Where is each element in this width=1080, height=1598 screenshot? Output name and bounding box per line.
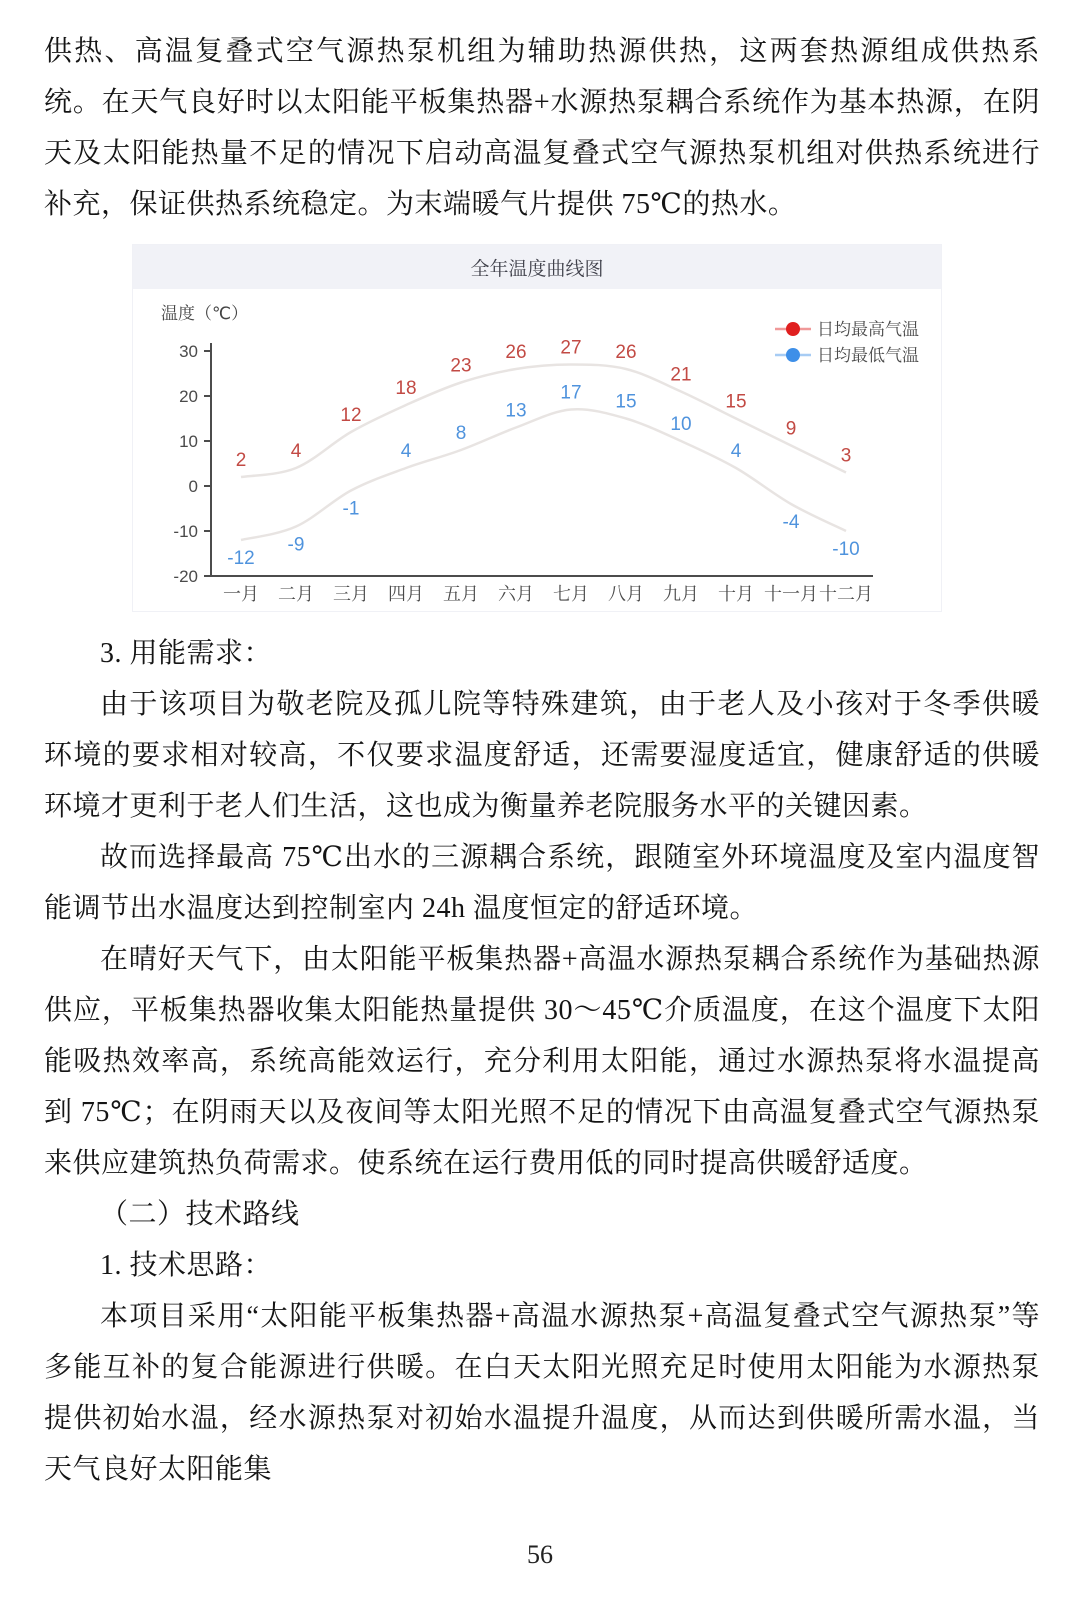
data-label: 15 (725, 391, 747, 413)
x-tick-label: 七月 (553, 584, 589, 604)
chart-title: 全年温度曲线图 (470, 258, 604, 280)
chart-body (133, 289, 941, 611)
temperature-line-chart-canvas (133, 289, 941, 611)
data-label: 13 (505, 400, 527, 422)
annual-temperature-chart (132, 244, 942, 612)
x-tick-label: 十一月 (764, 584, 818, 604)
data-label: 4 (730, 441, 742, 462)
data-label: 8 (455, 423, 467, 444)
data-label: -12 (227, 548, 255, 569)
y-tick-label: -20 (173, 567, 198, 586)
paragraph-special-buildings: 由于该项目为敬老院及孤儿院等特殊建筑，由于老人及小孩对于冬季供暖环境的要求相对较高，不仅要求温度舒适，还需要湿度适宜，健康舒适的供暖环境才更利于老人们生活，这也成为衡量养老院服务水平的关键因素。 (44, 689, 1040, 822)
data-label: 2 (235, 450, 247, 471)
paragraph-multi-energy: 本项目采用“太阳能平板集热器+高温水源热泵+高温复叠式空气源热泵”等多能互补的复合能源进行供暖。在白天太阳光照充足时使用太阳能为水源热泵提供初始水温，经水源热泵对初始水温提升温度，从而达到供暖所需水温，当天气良好太阳能集 (44, 1301, 1040, 1485)
chart-header (133, 245, 941, 289)
y-tick-label: 20 (179, 387, 198, 406)
data-label: 23 (450, 355, 472, 377)
y-axis-label: 温度（℃） (161, 304, 249, 323)
data-label: 3 (840, 445, 852, 467)
data-label: 26 (505, 342, 527, 363)
x-tick-label: 三月 (333, 584, 369, 604)
data-label: 12 (340, 405, 362, 426)
legend-marker-max-icon (786, 322, 800, 336)
y-tick-label: 30 (179, 342, 198, 361)
heading-energy-demand: 3. 用能需求： (100, 638, 273, 669)
data-label: -4 (782, 512, 800, 533)
legend-marker-min-icon (786, 348, 800, 362)
data-label: 4 (400, 441, 412, 462)
page-number: 56 (527, 1540, 553, 1569)
x-tick-label: 十二月 (819, 584, 873, 604)
data-label: 9 (785, 418, 797, 440)
paragraph-tri-source-system: 故而选择最高 75℃出水的三源耦合系统，跟随室外环境温度及室内温度智能调节出水温度达到控制室内 24h 温度恒定的舒适环境。 (44, 842, 1040, 924)
heading-technical-idea: 1. 技术思路： (100, 1250, 273, 1281)
x-tick-label: 十月 (718, 584, 754, 604)
x-tick-label: 一月 (223, 584, 259, 604)
data-label: 26 (615, 342, 637, 363)
y-tick-label: 10 (179, 432, 198, 451)
legend-label: 日均最高气温 (817, 320, 919, 339)
y-tick-label: 0 (188, 477, 198, 496)
x-tick-label: 六月 (498, 584, 534, 604)
y-tick-label: -10 (173, 522, 198, 541)
data-label: -10 (832, 539, 860, 560)
paragraph-heating-system: 供热、高温复叠式空气源热泵机组为辅助热源供热，这两套热源组成供热系统。在天气良好时以太阳能平板集热器+水源热泵耦合系统作为基本热源，在阴天及太阳能热量不足的情况下启动高温复叠式空气源热泵机组对供热系统进行补充，保证供热系统稳定。为末端暖气片提供 75℃的热水。 (44, 36, 1040, 220)
x-tick-label: 八月 (608, 584, 644, 604)
data-label: -9 (287, 534, 305, 556)
data-label: 17 (560, 382, 582, 404)
x-tick-label: 四月 (388, 584, 424, 604)
data-label: 10 (670, 414, 692, 435)
paragraph-sunny-weather-operation: 在晴好天气下，由太阳能平板集热器+高温水源热泵耦合系统作为基础热源供应，平板集热器收集太阳能热量提供 30～45℃介质温度，在这个温度下太阳能吸热效率高，系统高能效运行，充分利用太阳能，通过水源热泵将水温提高到 75℃；在阴雨天以及夜间等太阳光照不足的情况下由高温复叠式空气源热泵来供应建筑热负荷需求。使系统在运行费用低的同时提高供暖舒适度。 (44, 944, 1040, 1179)
x-tick-label: 五月 (443, 584, 479, 604)
x-tick-label: 九月 (663, 584, 699, 604)
data-label: 15 (615, 391, 637, 413)
data-label: 21 (670, 364, 692, 386)
data-label: 18 (395, 378, 417, 399)
data-label: -1 (342, 498, 360, 520)
max-temp-curve (241, 365, 846, 478)
data-label: 4 (290, 441, 302, 462)
x-tick-label: 二月 (278, 584, 314, 604)
heading-technical-route: （二）技术路线 (100, 1199, 300, 1230)
legend-label: 日均最低气温 (817, 346, 919, 365)
data-label: 27 (560, 337, 582, 359)
